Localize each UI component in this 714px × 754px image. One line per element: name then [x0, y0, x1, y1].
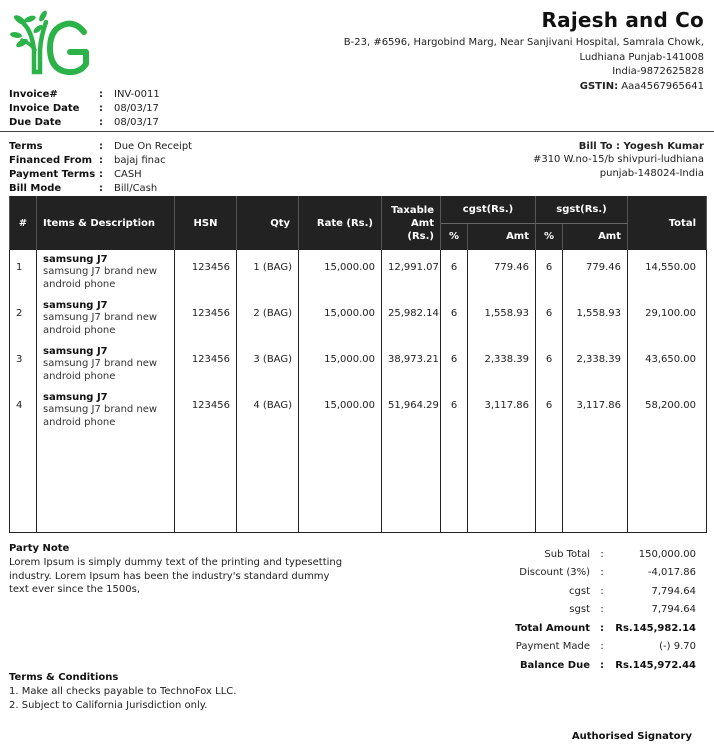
- payment-made-row: [480, 638, 700, 657]
- row-cgst-pct: 6: [441, 342, 468, 388]
- row-qty: 4 (BAG): [237, 388, 299, 434]
- cgst-row: [480, 582, 700, 601]
- row-cgst-amt: 779.46: [468, 250, 536, 296]
- sgst-value: 7,794.64: [651, 604, 696, 616]
- payment-made-value: (-) 9.70: [659, 641, 696, 653]
- due-date-label: Due Date: [9, 117, 62, 128]
- due-date-row: [9, 116, 160, 130]
- row-qty: 2 (BAG): [237, 296, 299, 342]
- subtotal-label: Sub Total: [544, 548, 590, 560]
- colon: :: [99, 169, 103, 180]
- row-sgst-pct: 6: [536, 296, 563, 342]
- invoice-number-label: Invoice#: [9, 89, 58, 100]
- table-row: [10, 342, 707, 388]
- terms-conditions: [9, 672, 236, 712]
- balance-due-value: Rs.145,972.44: [615, 659, 696, 671]
- colon: :: [99, 183, 103, 194]
- col-num-header: #: [10, 196, 37, 250]
- balance-due-label: Balance Due: [519, 659, 590, 671]
- col-hsn-header: HSN: [175, 196, 237, 250]
- gstin-label: GSTIN:: [579, 80, 619, 92]
- bill-to-title: Bill To : Yogesh Kumar: [578, 141, 704, 152]
- item-name: samsung J7: [43, 392, 108, 403]
- row-rate: 15,000.00: [299, 250, 382, 296]
- col-cgst-header: cgst(Rs.): [441, 196, 536, 223]
- row-num: 4: [10, 388, 37, 434]
- row-hsn: 123456: [175, 296, 237, 342]
- financed-value: bajaj finac: [114, 155, 166, 166]
- terms-row: [9, 140, 192, 154]
- party-note-title: Party Note: [9, 543, 70, 554]
- company-logo: [10, 10, 92, 82]
- row-rate: 15,000.00: [299, 388, 382, 434]
- row-item: [37, 296, 175, 342]
- invoice-number-row: [9, 88, 160, 102]
- row-sgst-amt: 779.46: [563, 250, 628, 296]
- col-cgst-amt-header: Amt: [468, 223, 536, 250]
- row-total: 29,100.00: [628, 296, 707, 342]
- items-table: [9, 196, 707, 533]
- row-cgst-amt: 2,338.39: [468, 342, 536, 388]
- colon: :: [600, 622, 604, 634]
- payment-terms-label: Payment Terms: [9, 169, 96, 180]
- bill-to-line2: punjab-148024-India: [599, 168, 704, 179]
- invoice-date: 08/03/17: [114, 103, 159, 114]
- row-taxable: 25,982.14: [382, 296, 441, 342]
- discount-label: Discount (3%): [519, 567, 590, 579]
- table-row: [10, 250, 707, 296]
- subtotal-row: [480, 545, 700, 564]
- row-total: 14,550.00: [628, 250, 707, 296]
- row-total: 58,200.00: [628, 388, 707, 434]
- total-amount-row: [480, 619, 700, 638]
- row-cgst-amt: 3,117.86: [468, 388, 536, 434]
- row-cgst-amt: 1,558.93: [468, 296, 536, 342]
- row-item: [37, 342, 175, 388]
- row-num: 3: [10, 342, 37, 388]
- table-row: [10, 296, 707, 342]
- row-hsn: 123456: [175, 388, 237, 434]
- colon: :: [99, 103, 103, 114]
- terms-label: Terms: [9, 141, 43, 152]
- col-rate-header: Rate (Rs.): [299, 196, 382, 250]
- col-qty-header: Qty: [237, 196, 299, 250]
- invoice-number: INV-0011: [114, 89, 160, 100]
- sgst-label: sgst: [569, 604, 590, 616]
- cgst-label: cgst: [569, 585, 590, 597]
- discount-value: -4,017.86: [647, 567, 696, 579]
- col-sgst-header: sgst(Rs.): [536, 196, 628, 223]
- bill-to-line1: #310 W.no-15/b shivpuri-ludhiana: [532, 154, 704, 165]
- bill-to: [533, 140, 704, 181]
- company-phone: India-9872625828: [612, 66, 704, 77]
- discount-row: [480, 564, 700, 583]
- row-sgst-pct: 6: [536, 250, 563, 296]
- party-note-text: Lorem Ipsum is simply dummy text of the printing and typesetting industry. Lorem Ipsum has been the industry's standard dummy text ever since the 1500s,: [9, 557, 343, 595]
- row-qty: 1 (BAG): [237, 250, 299, 296]
- table-filler-row: [10, 434, 707, 533]
- row-sgst-amt: 2,338.39: [563, 342, 628, 388]
- terms-conditions-line1: 1. Make all checks payable to TechnoFox LLC.: [9, 686, 237, 697]
- company-address-line2: Ludhiana Punjab-141008: [579, 51, 704, 63]
- row-cgst-pct: 6: [441, 388, 468, 434]
- colon: :: [600, 585, 604, 597]
- row-qty: 3 (BAG): [237, 342, 299, 388]
- company-address-line1: B-23, #6596, Hargobind Marg, Near Sanjivani Hospital, Samrala Chowk,: [343, 37, 704, 48]
- terms-conditions-title: Terms & Conditions: [9, 672, 119, 683]
- col-cgst-pct-header: %: [441, 223, 468, 250]
- financed-label: Financed From: [9, 155, 93, 166]
- row-num: 1: [10, 250, 37, 296]
- row-sgst-amt: 3,117.86: [563, 388, 628, 434]
- totals-summary: [480, 545, 700, 675]
- row-taxable: 38,973.21: [382, 342, 441, 388]
- row-hsn: 123456: [175, 342, 237, 388]
- table-row: [10, 388, 707, 434]
- colon: :: [99, 155, 103, 166]
- item-name: samsung J7: [43, 346, 108, 357]
- row-hsn: 123456: [175, 250, 237, 296]
- subtotal-value: 150,000.00: [638, 548, 696, 560]
- colon: :: [600, 604, 604, 616]
- row-item: [37, 388, 175, 434]
- row-num: 2: [10, 296, 37, 342]
- terms-value: Due On Receipt: [114, 141, 193, 152]
- row-item: [37, 250, 175, 296]
- company-info: [344, 8, 704, 94]
- colon: :: [99, 141, 103, 152]
- col-sgst-pct-header: %: [536, 223, 563, 250]
- colon: :: [99, 117, 103, 128]
- colon: :: [600, 567, 604, 579]
- row-rate: 15,000.00: [299, 296, 382, 342]
- divider: [0, 131, 714, 132]
- terms-block: [9, 140, 192, 196]
- bill-mode-row: [9, 182, 192, 196]
- authorised-signatory: Authorised Signatory: [571, 731, 692, 742]
- invoice-meta: [9, 88, 160, 130]
- cgst-value: 7,794.64: [651, 585, 696, 597]
- company-gstin: [344, 80, 704, 95]
- row-total: 43,650.00: [628, 342, 707, 388]
- bill-mode-label: Bill Mode: [9, 183, 62, 194]
- item-name: samsung J7: [43, 300, 108, 311]
- leaf-g-logo-icon: [10, 10, 92, 82]
- col-items-header: Items & Description: [37, 196, 175, 250]
- row-sgst-amt: 1,558.93: [563, 296, 628, 342]
- colon: :: [600, 548, 604, 560]
- item-desc: samsung J7 brand new android phone: [43, 358, 158, 382]
- sgst-row: [480, 601, 700, 620]
- row-rate: 15,000.00: [299, 342, 382, 388]
- colon: :: [600, 659, 604, 671]
- row-cgst-pct: 6: [441, 250, 468, 296]
- col-total-header: Total: [628, 196, 707, 250]
- payment-terms-value: CASH: [114, 169, 142, 180]
- item-desc: samsung J7 brand new android phone: [43, 266, 158, 290]
- colon: :: [600, 641, 604, 653]
- invoice-date-label: Invoice Date: [9, 103, 80, 114]
- row-taxable: 51,964.29: [382, 388, 441, 434]
- col-taxable-header: Taxable Amt (Rs.): [382, 196, 441, 250]
- item-desc: samsung J7 brand new android phone: [43, 312, 158, 336]
- row-sgst-pct: 6: [536, 388, 563, 434]
- bill-mode-value: Bill/Cash: [114, 183, 158, 194]
- item-desc: samsung J7 brand new android phone: [43, 404, 158, 428]
- party-note: [9, 543, 349, 597]
- terms-conditions-line2: 2. Subject to California Jurisdiction only.: [9, 699, 208, 711]
- due-date: 08/03/17: [114, 117, 159, 128]
- balance-due-row: [480, 656, 700, 675]
- financed-row: [9, 154, 192, 168]
- row-sgst-pct: 6: [536, 342, 563, 388]
- item-name: samsung J7: [43, 254, 108, 265]
- colon: :: [99, 89, 103, 100]
- row-taxable: 12,991.07: [382, 250, 441, 296]
- row-cgst-pct: 6: [441, 296, 468, 342]
- company-name: Rajesh and Co: [541, 8, 704, 32]
- total-amount-label: Total Amount: [515, 622, 590, 634]
- col-sgst-amt-header: Amt: [563, 223, 628, 250]
- payment-terms-row: [9, 168, 192, 182]
- invoice-date-row: [9, 102, 160, 116]
- total-amount-value: Rs.145,982.14: [615, 622, 696, 634]
- gstin-value: Aaa4567965641: [621, 80, 704, 92]
- payment-made-label: Payment Made: [515, 641, 590, 653]
